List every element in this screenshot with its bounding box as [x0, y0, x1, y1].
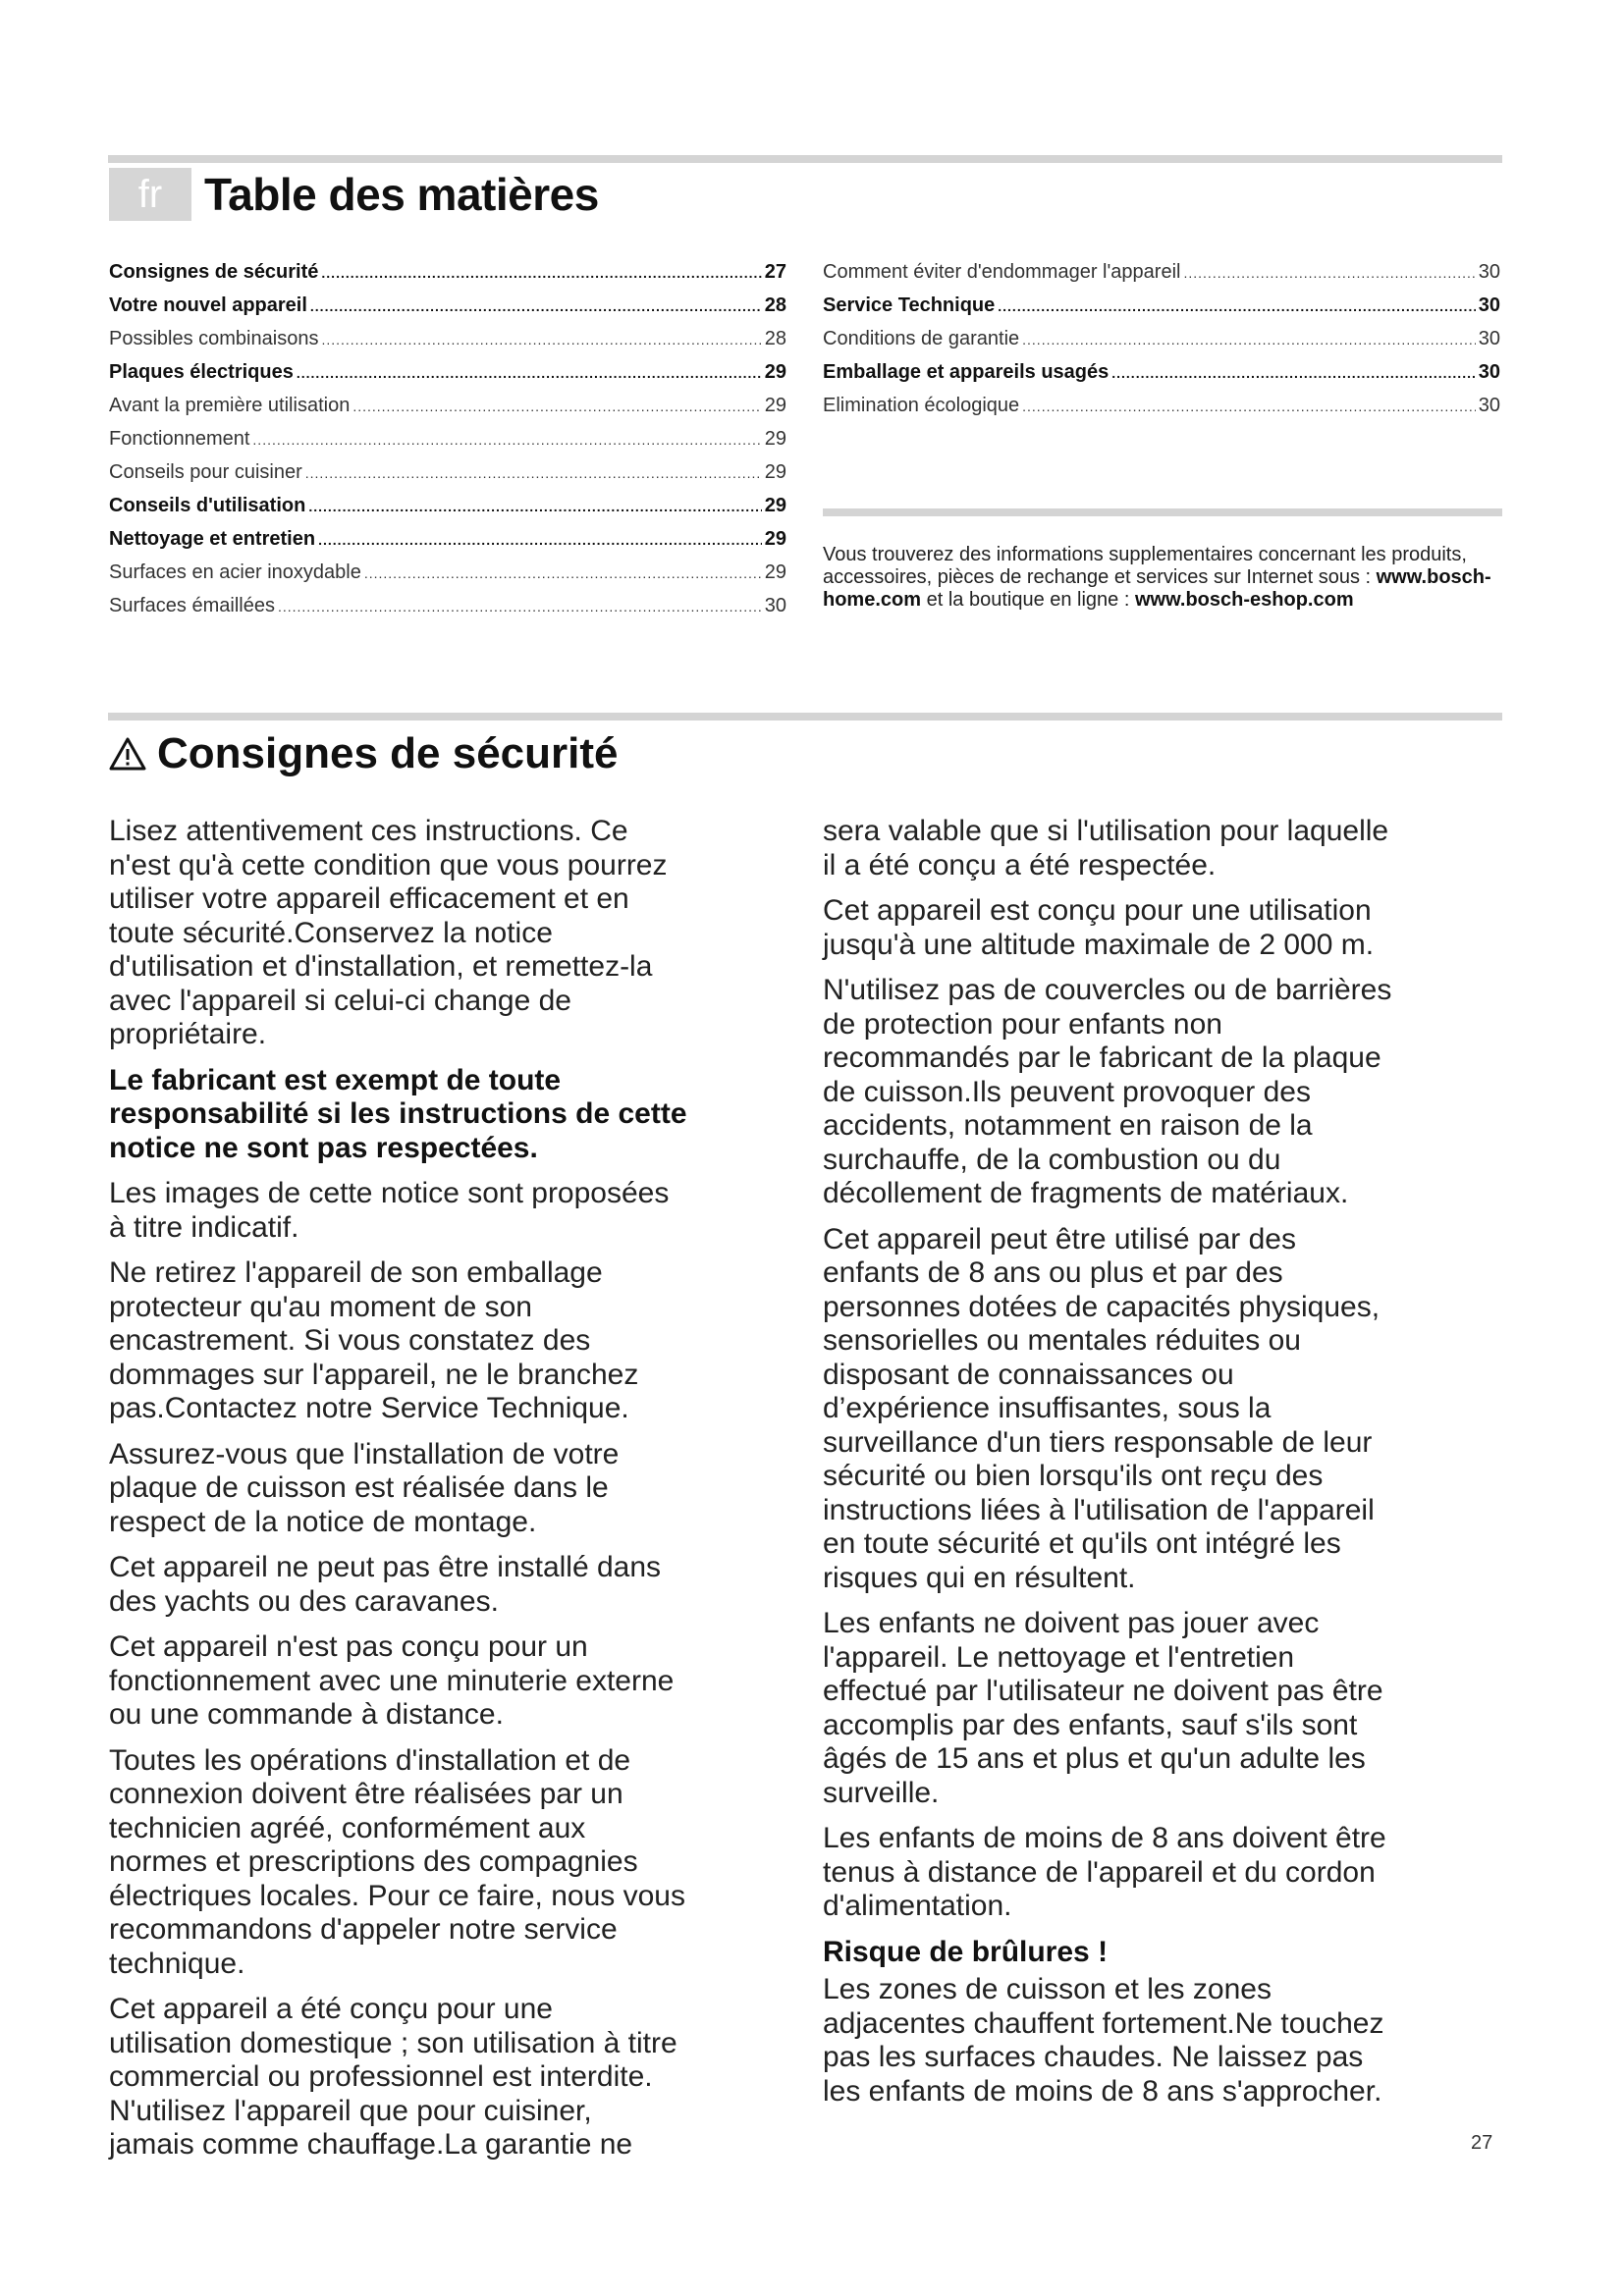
toc-entry[interactable] — [823, 289, 1500, 322]
paragraph: Cet appareil est conçu pour une utilisation jusqu'à une altitude maximale de 2 000 m. — [823, 894, 1375, 961]
toc-entry-label: Service Technique — [823, 294, 996, 316]
toc-entry-label: Conseils pour cuisiner — [109, 461, 302, 483]
toc-entry[interactable] — [109, 255, 786, 289]
toc-entry-label: Surfaces en acier inoxydable — [109, 561, 361, 583]
paragraph: Ne retirez l'appareil de son emballage protecteur qu'au moment de son encastrement. Si vous constatez des dommages sur l'appareil, ne le branchez pas.Contactez notre Service Technique. — [109, 1256, 639, 1424]
dot-leader — [1022, 323, 1476, 356]
page-number: 27 — [1471, 2132, 1493, 2154]
toc-entry-label: Consignes de sécurité — [109, 261, 319, 283]
dot-leader — [278, 590, 762, 623]
toc-entry-label: Votre nouvel appareil — [109, 294, 307, 316]
toc-entry-label: Plaques électriques — [109, 361, 294, 383]
info-text-1: Vous trouverez des informations supplementaires concernant les produits, accessoires, pièces de rechange et services sur Internet sous : — [823, 544, 1467, 588]
toc-title: Table des matières — [204, 169, 599, 220]
right-text-column — [823, 815, 1510, 2120]
paragraph: Les enfants ne doivent pas jouer avec l'appareil. Le nettoyage et l'entretien effectué par l'utilisateur ne doivent pas être accomplis par des enfants, sauf s'ils sont âgés de 15 ans et plus et qu'un adulte les surveille. — [823, 1607, 1383, 1809]
toc-entry-label: Elimination écologique — [823, 395, 1020, 416]
dot-leader — [321, 256, 761, 290]
dot-leader — [1183, 256, 1475, 290]
dot-leader — [321, 323, 761, 356]
toc-entry-label: Possibles combinaisons — [109, 328, 319, 349]
toc-entry[interactable] — [823, 389, 1500, 422]
section-heading — [108, 724, 618, 783]
paragraph: Les images de cette notice sont proposées à titre indicatif. — [109, 1177, 670, 1244]
toc-entry[interactable] — [109, 422, 786, 455]
toc-entry[interactable] — [823, 255, 1500, 289]
paragraph: Les zones de cuisson et les zones adjacentes chauffent fortement.Ne touchez pas les surfaces chaudes. Ne laissez pas les enfants de moins de 8 ans s'approcher. — [823, 1973, 1384, 2108]
toc-entry-label: Conseils d'utilisation — [109, 495, 306, 516]
left-text-column — [109, 815, 796, 2174]
toc-entry[interactable] — [109, 355, 786, 389]
subheading: Risque de brûlures ! — [823, 1935, 1109, 1968]
toc-entry[interactable] — [109, 556, 786, 589]
toc-entry[interactable] — [109, 522, 786, 556]
section-rule — [108, 713, 1502, 721]
warning-icon — [108, 736, 147, 772]
toc-entry-page: 29 — [764, 428, 786, 450]
toc-entry[interactable] — [109, 489, 786, 522]
toc-entry-page: 29 — [764, 461, 786, 483]
bosch-home-link[interactable]: www.bosch-home.com — [823, 566, 1491, 611]
paragraph: Cet appareil peut être utilisé par des enfants de 8 ans ou plus et par des personnes dotées de capacités physiques, sensorielles ou mentales réduites ou disposant de connaissances ou d’expérience insuffisantes, sous la surveillance d'un tiers responsable de leur sécurité ou bien lorsqu'ils ont reçu des instructions liées à l'utilisation de l'appareil en toute sécurité et qu'ils ont intégré les risques qui en résultent. — [823, 1222, 1380, 1594]
toc-entry-label: Nettoyage et entretien — [109, 528, 316, 550]
dot-leader — [364, 557, 762, 590]
toc-entry-page: 29 — [764, 528, 786, 550]
toc-entry[interactable] — [109, 589, 786, 622]
section-title: Consignes de sécurité — [157, 729, 619, 777]
dot-leader — [297, 356, 762, 390]
dot-leader — [352, 390, 761, 423]
paragraph: Toutes les opérations d'installation et de connexion doivent être réalisées par un technicien agréé, conformément aux normes et prescriptions des compagnies électriques locales. Pour ce faire, nous vous recommandons d'appeler notre service technique. — [109, 1743, 685, 1980]
dot-leader — [1111, 356, 1476, 390]
dot-leader — [998, 290, 1475, 323]
paragraph: Cet appareil a été conçu pour une utilisation domestique ; son utilisation à titre commercial ou professionnel est interdite. N'utilisez l'appareil que pour cuisiner, jamais comme chauffage.La garantie ne — [109, 1993, 677, 2161]
toc-entry-page: 30 — [1478, 294, 1500, 316]
paragraph: N'utilisez pas de couvercles ou de barrières de protection pour enfants non recommandés par le fabricant de la plaque de cuisson.Ils peuvent provoquer des accidents, notamment en raison de la surchauffe, de la combustion ou du décollement de fragments de matériaux. — [823, 974, 1392, 1209]
paragraph: sera valable que si l'utilisation pour laquelle il a été conçu a été respectée. — [823, 815, 1389, 881]
paragraph: Cet appareil ne peut pas être installé dans des yachts ou des caravanes. — [109, 1551, 662, 1618]
toc-entry-page: 27 — [764, 261, 786, 283]
toc-entry-page: 29 — [764, 361, 786, 383]
toc-entry-page: 29 — [764, 495, 786, 516]
toc-entry-page: 29 — [764, 395, 786, 416]
toc-entry-page: 28 — [764, 294, 786, 316]
toc-entry[interactable] — [109, 455, 786, 489]
paragraph: Cet appareil n'est pas conçu pour un fonctionnement avec une minuterie externe ou une commande à distance. — [109, 1630, 675, 1731]
dot-leader — [308, 490, 761, 523]
bosch-eshop-link[interactable]: www.bosch-eshop.com — [1134, 589, 1354, 611]
paragraph: Lisez attentivement ces instructions. Ce n'est qu'à cette condition que vous pourrez utiliser votre appareil efficacement et en toute sécurité.Conservez la notice d'utilisation et d'installation, et remettez-la avec l'appareil si celui-ci change de propriétaire. — [109, 815, 668, 1050]
paragraph: Les enfants de moins de 8 ans doivent être tenus à distance de l'appareil et du cordon d'alimentation. — [823, 1822, 1386, 1922]
toc-entry[interactable] — [109, 322, 786, 355]
toc-entry-page: 28 — [764, 328, 786, 349]
dot-leader — [252, 423, 761, 456]
toc-entry-label: Comment éviter d'endommager l'appareil — [823, 261, 1181, 283]
info-paragraph — [823, 544, 1510, 612]
dot-leader — [305, 456, 762, 490]
toc-entry-page: 30 — [1478, 261, 1500, 283]
toc-entry-label: Emballage et appareils usagés — [823, 361, 1110, 383]
toc-entry-label: Fonctionnement — [109, 428, 250, 450]
toc-entry-page: 30 — [764, 595, 786, 616]
toc-entry-page: 29 — [764, 561, 786, 583]
bold-notice: Le fabricant est exempt de toute responsabilité si les instructions de cette notice ne sont pas respectées. — [109, 1063, 687, 1164]
toc-entry-label: Conditions de garantie — [823, 328, 1020, 349]
dot-leader — [310, 290, 762, 323]
toc-entry-page: 30 — [1478, 328, 1500, 349]
dot-leader — [318, 523, 762, 557]
info-rule — [823, 508, 1502, 516]
toc-entry-label: Avant la première utilisation — [109, 395, 351, 416]
top-rule — [108, 155, 1502, 163]
paragraph: Assurez-vous que l'installation de votre plaque de cuisson est réalisée dans le respect de la notice de montage. — [109, 1437, 620, 1538]
toc-entry[interactable] — [823, 355, 1500, 389]
dot-leader — [1022, 390, 1476, 423]
info-text-2: et la boutique en ligne : — [921, 589, 1135, 611]
toc-left-column — [109, 255, 786, 622]
toc-entry-label: Surfaces émaillées — [109, 595, 275, 616]
toc-entry-page: 30 — [1478, 395, 1500, 416]
language-tag: fr — [109, 168, 191, 221]
toc-entry[interactable] — [109, 289, 786, 322]
toc-entry-page: 30 — [1478, 361, 1500, 383]
toc-entry[interactable] — [823, 322, 1500, 355]
toc-right-column — [823, 255, 1500, 422]
toc-entry[interactable] — [109, 389, 786, 422]
